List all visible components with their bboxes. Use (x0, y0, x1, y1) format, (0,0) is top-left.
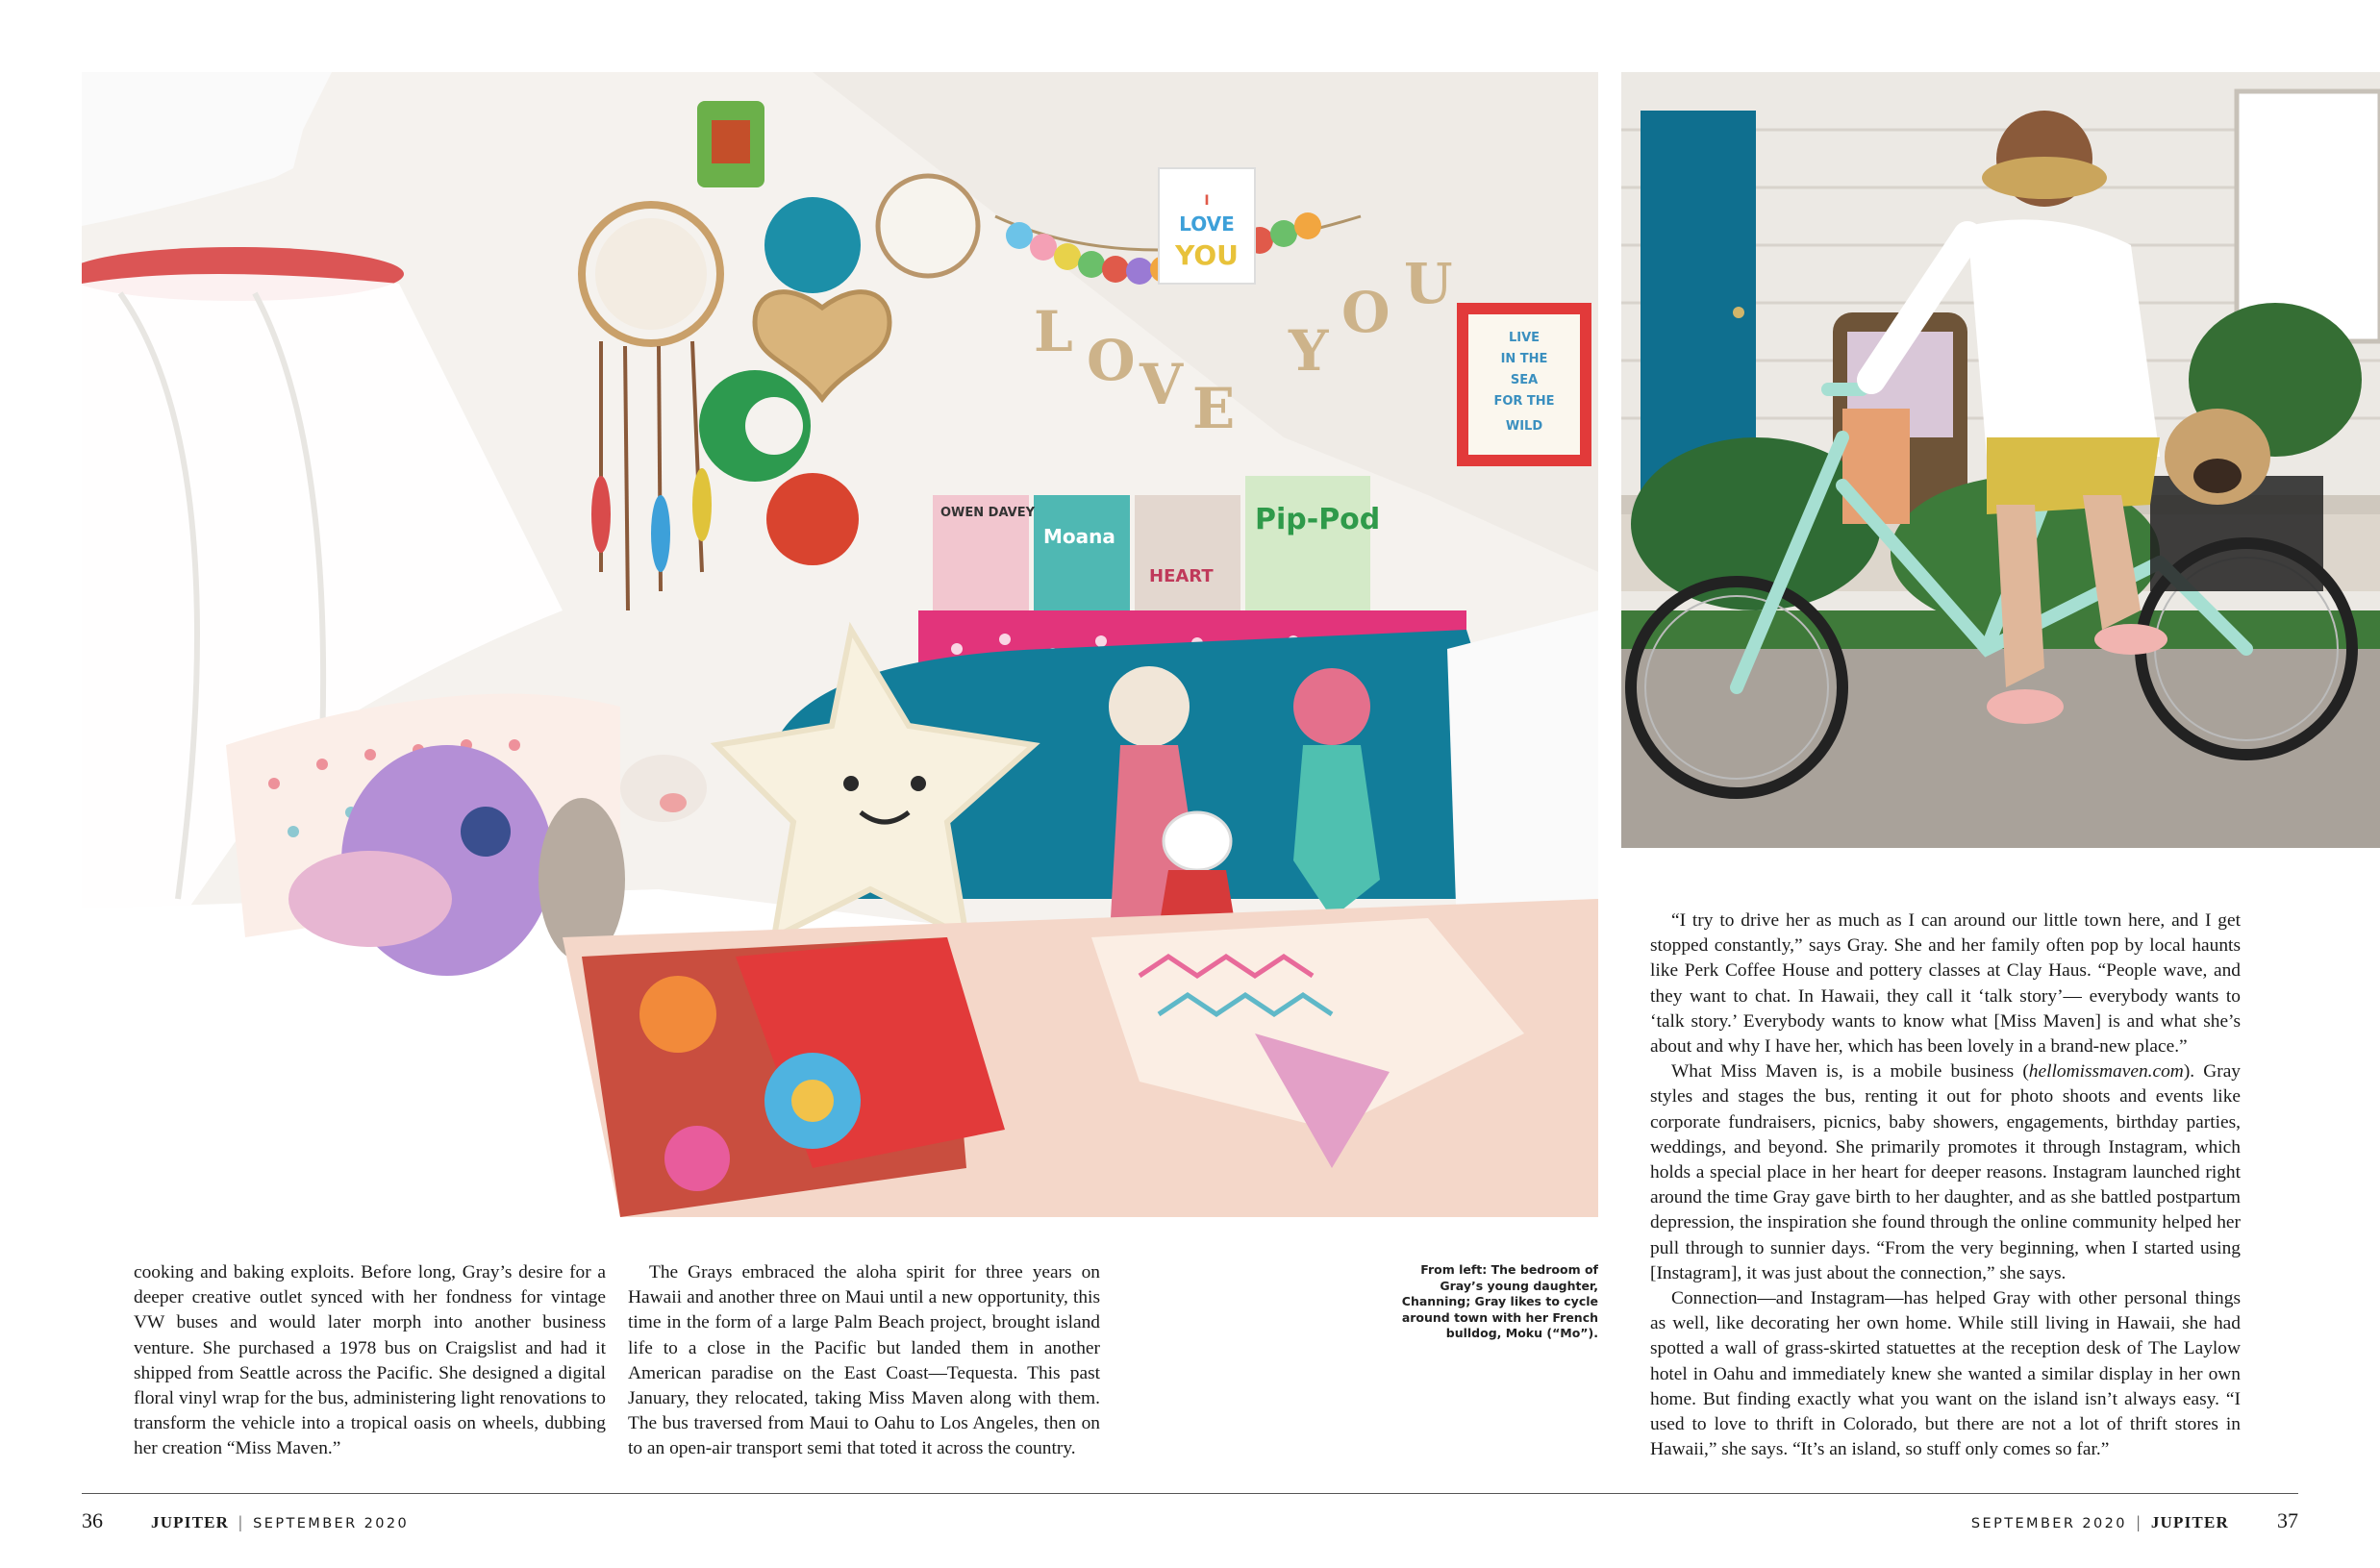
column-4-paragraph-3: Connection—and Instagram—has helped Gray with other personal things as well, like decorating her own home. While still living in Hawaii, she had spotted a wall of grass-skirted statuettes at the reception desk of The Laylow hotel in Oahu and immediately knew she wanted a similar display in her own home. But finding exactly what you want on the island isn’t always easy. “I used to love to thrift in Colorado, but there are not a lot of thrift stores in Hawaii,” she says. “It’s an island, so stuff only comes so far.” (1650, 1288, 2241, 1460)
photo-caption: From left: The bedroom of Gray’s young daughter, Channing; Gray likes to cycle around town with her French bulldog, Moku (“Mo”). (1401, 1262, 1598, 1340)
magazine-name-left: JUPITER (151, 1513, 230, 1531)
print-line-3: SEA (1510, 373, 1539, 387)
print-line-5: WILD (1505, 419, 1543, 434)
bedroom-illustration (82, 72, 1598, 1217)
bike-photo (1621, 72, 2380, 848)
column-4-paragraph-1: “I try to drive her as much as I can around our little town here, and I get stopped constantly,” says Gray. She and her family often pop by local haunts like Perk Coffee House and pottery classes at Clay Haus. “People wave, and they want to chat. In Hawaii, they call it ‘talk story’— everybody wants to ‘talk story.’ Everybody wants to know what [Miss Maven] is and what she’s about and why I have her, which has been lovely in a brand-new place.” (1650, 910, 2241, 1058)
folio-left (82, 1508, 409, 1533)
print-word-2: LOVE (1179, 212, 1235, 236)
banner-letter-y: Y (1289, 318, 1329, 384)
column-4-paragraph-2 (1650, 1059, 2241, 1286)
page-number-left: 36 (82, 1508, 103, 1532)
book-3-title: HEART (1149, 566, 1214, 586)
bedroom-photo (82, 72, 1598, 1217)
banner-letter-v: V (1140, 352, 1184, 417)
print-word-1: I (1204, 193, 1210, 209)
banner-letter-e: E (1192, 376, 1236, 441)
article-column-2 (628, 1260, 1100, 1462)
column-2-text: The Grays embraced the aloha spirit for three years on Hawaii and another three on Maui until a new opportunity, this time in the form of a large Palm Beach project, brought island life to a close in the Pacific but landed them in another American paradise on the East Coast—Tequesta. This past January, they relocated, taking Miss Maven along with them. The bus traversed from Maui to Oahu to Los Angeles, then on to an open-air transport semi that toted it across the country. (628, 1262, 1100, 1459)
folio-separator-right: | (2136, 1512, 2142, 1531)
book-1-title: OWEN DAVEY (940, 506, 1036, 520)
paragraph-2-rest: ). Gray styles and stages the bus, renting it out for photo shoots and events like corporate fundraisers, picnics, baby showers, engagements, birthday parties, weddings, and beyond. She primarily promotes it through Instagram, which holds a special place in her heart for deeper reasons. Instagram launched right around the time Gray gave birth to her daughter, and as she battled postpartum depression, the inspiration she found through the online community helped her pull through to sunnier days. “From the very beginning, when I started using [Instagram], it was just about the connection,” she says. (1650, 1061, 2241, 1283)
footer-rule-right (1192, 1493, 2298, 1494)
bike-illustration (1621, 72, 2380, 848)
book-2-title: Moana (1043, 525, 1115, 548)
magazine-name-right: JUPITER (2150, 1513, 2229, 1531)
paragraph-2-lead: What Miss Maven is, is a mobile business ( (1671, 1061, 2029, 1083)
print-line-2: IN THE (1500, 352, 1548, 366)
website-reference: hellomissmaven.com (2028, 1061, 2184, 1083)
folio-separator-left: | (238, 1512, 244, 1531)
print-word-3: YOU (1175, 239, 1239, 271)
page-number-right: 37 (2277, 1508, 2298, 1532)
banner-letter-u: U (1404, 251, 1453, 316)
folio-right (1971, 1508, 2298, 1533)
article-column-4 (1650, 908, 2241, 1462)
issue-date-right: SEPTEMBER 2020 (1970, 1516, 2127, 1531)
print-line-4: FOR THE (1493, 394, 1555, 409)
article-column-1 (134, 1260, 606, 1462)
footer-rule-left (82, 1493, 1192, 1494)
column-1-text: cooking and baking exploits. Before long, Gray’s desire for a deeper creative outlet synced with her fondness for vintage VW buses and would later morph into another business venture. She purchased a 1978 bus on Craigslist and had it shipped from Seattle across the Pacific. She designed a digital floral vinyl wrap for the bus, administering light renovations to transform the vehicle into a tropical oasis on wheels, dubbing her creation “Miss Maven.” (134, 1262, 606, 1459)
banner-letter-o2: O (1341, 280, 1390, 345)
issue-date-left: SEPTEMBER 2020 (253, 1516, 410, 1531)
book-4-title: Pip-Pod (1255, 503, 1381, 536)
banner-letter-l: L (1034, 299, 1073, 364)
banner-letter-o: O (1087, 328, 1136, 393)
print-line-1: LIVE (1508, 331, 1541, 345)
